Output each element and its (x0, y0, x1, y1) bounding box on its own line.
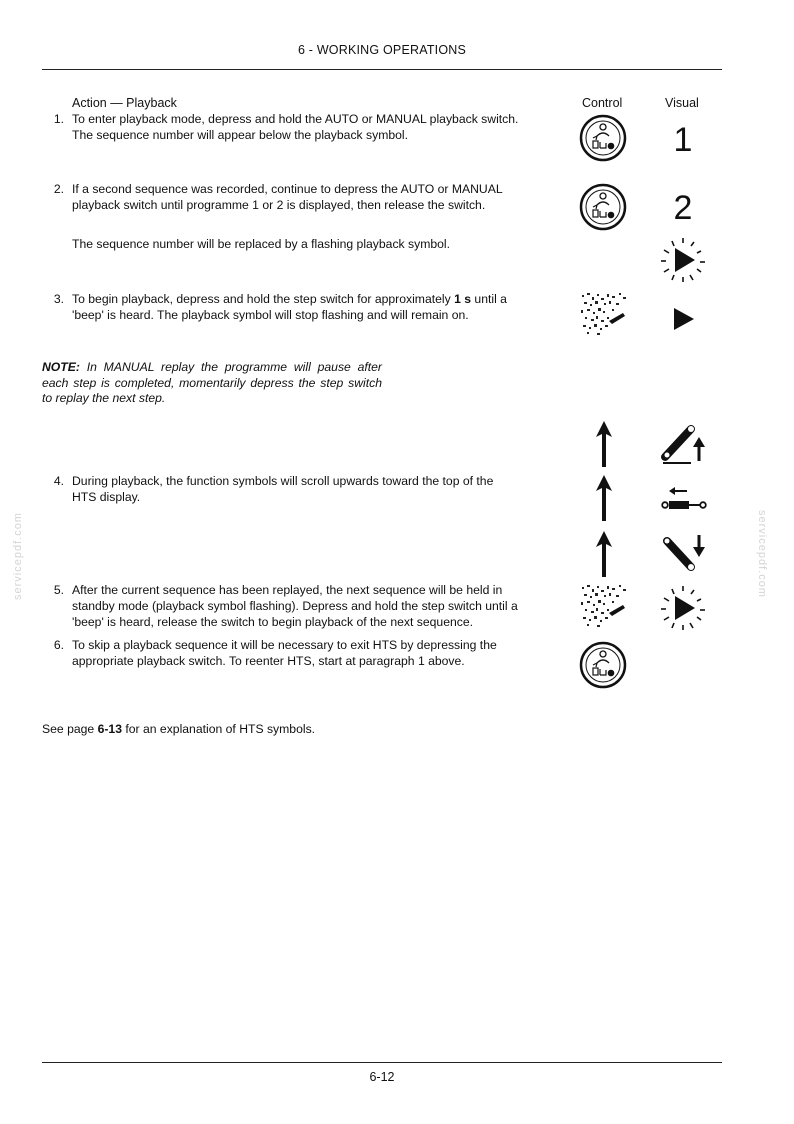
page-number: 6-12 (369, 1070, 395, 1084)
up-arrow-icon (594, 420, 614, 468)
step-6-line1: To skip a playback sequence it will be necessary to exit HTS by depressing the (72, 638, 497, 652)
step-1-line2: The sequence number will appear below the playback symbol. (72, 128, 409, 142)
see-page-reference: See page 6-13 for an explanation of HTS symbols. (42, 722, 316, 736)
step-5-number: 5. (53, 583, 64, 597)
see-page-link: 6-13 (97, 722, 122, 736)
watermark-right: servicepdf.com (756, 510, 768, 598)
flashing-playback-icon (659, 584, 707, 632)
step-3-duration: 1 s (454, 292, 472, 306)
playback-switch-icon (579, 641, 627, 689)
step-5-line2: standby mode (playback symbol flashing). Depress and hold the step switch until a (72, 599, 518, 613)
note-text: In MANUAL replay the programme will pause after each step is completed, momentarily depress the step switch to replay the next step. (42, 360, 382, 405)
step-2-number: 2. (53, 182, 64, 196)
footer-rule (42, 1062, 722, 1063)
step-switch-icon (579, 291, 629, 337)
up-arrow-icon (594, 474, 614, 522)
step-5-text (72, 582, 562, 630)
step-3-line1: To begin playback, depress and hold the step switch for approximately 1 s until a (72, 292, 507, 306)
cylinder-retract-icon (661, 485, 707, 513)
step-1-text (72, 111, 562, 143)
step-4-line2: HTS display. (72, 490, 141, 504)
action-column-heading: Action — Playback (72, 96, 177, 110)
step-6-line2: appropriate playback switch. To reenter HTS, start at paragraph 1 above. (72, 654, 465, 668)
header-rule (42, 69, 722, 70)
up-arrow-icon (594, 530, 614, 578)
playback-symbol-icon (672, 306, 696, 332)
note-label: NOTE: (42, 360, 80, 374)
boom-raise-icon (661, 421, 707, 465)
step-6-text (72, 637, 562, 669)
note-paragraph (42, 360, 382, 407)
control-column-heading: Control (582, 96, 623, 110)
step-5-line3: 'beep' is heard, release the switch to begin playback of the next sequence. (72, 615, 474, 629)
step-3-line2: 'beep' is heard. The playback symbol will stop flashing and will remain on. (72, 308, 469, 322)
step-5-line1: After the current sequence has been replayed, the next sequence will be held in (72, 583, 503, 597)
boom-lower-icon (661, 533, 707, 577)
step-3-text (72, 291, 562, 323)
step-4-number: 4. (53, 474, 64, 488)
playback-switch-icon (579, 114, 627, 162)
step-3-number: 3. (53, 292, 64, 306)
step-1-line1: To enter playback mode, depress and hold the AUTO or MANUAL playback switch. (72, 112, 519, 126)
flashing-playback-icon (659, 236, 707, 284)
step-1-number: 1. (53, 112, 64, 126)
step-2-extra: The sequence number will be replaced by a flashing playback symbol. (72, 237, 451, 251)
sequence-number-1: 1 (673, 121, 693, 159)
step-2-line1: If a second sequence was recorded, continue to depress the AUTO or MANUAL (72, 182, 503, 196)
step-4-text (72, 473, 562, 505)
watermark-left: servicepdf.com (12, 512, 24, 600)
step-2-line2: playback switch until programme 1 or 2 is displayed, then release the switch. (72, 198, 486, 212)
step-4-line1: During playback, the function symbols will scroll upwards toward the top of the (72, 474, 494, 488)
step-6-number: 6. (53, 638, 64, 652)
visual-column-heading: Visual (665, 96, 699, 110)
step-2-text (72, 181, 562, 213)
page-header: 6 - WORKING OPERATIONS (297, 43, 467, 57)
sequence-number-2: 2 (673, 189, 693, 227)
playback-switch-icon (579, 183, 627, 231)
step-switch-icon (579, 583, 629, 629)
